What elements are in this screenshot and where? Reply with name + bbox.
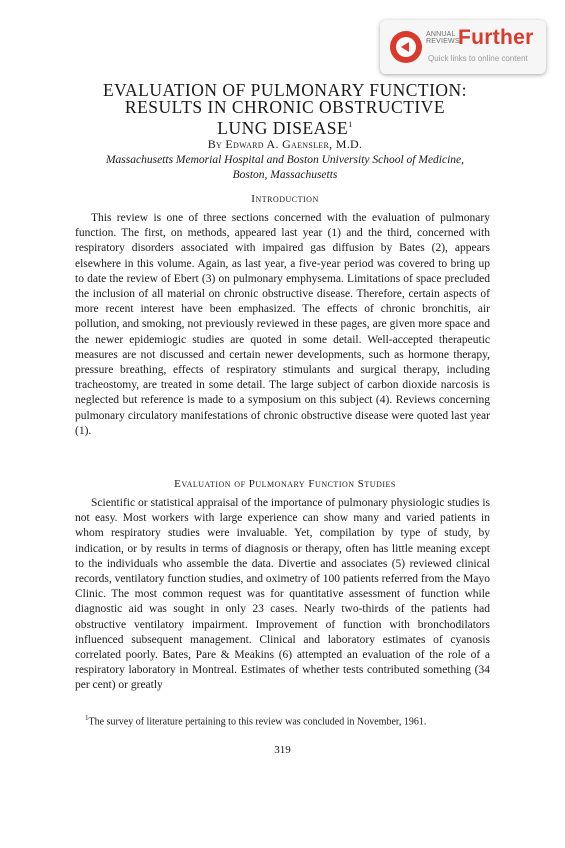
affiliation-line-1: Massachusetts Memorial Hospital and Boston University School of Medicine, [105,154,465,166]
article-title [75,82,495,137]
title-footnote-mark[interactable]: 1 [348,120,353,129]
footnote [75,712,490,728]
footnote-mark: 1 [85,714,89,722]
paragraph-introduction: This review is one of three sections concerned with the evaluation of pulmonary function. The first, on methods, appeared last year (1) and the third, concerned with respiratory disorders associated with impaired gas diffusion by Bates (2), appears elsewhere in this volume. Again, as last year, a five-year period was covered to bring up to date the review of Ebert (3) on pulmonary emphysema. Limitations of space precluded the inclusion of all material on chronic obstructive disease. Therefore, certain aspects of more recent interest have been emphasized. The effects of chronic bronchitis, air pollution, and smoking, not previously reviewed in these pages, are given more space and the newer epidemiogic studies are quoted in some detail. Well-accepted therapeutic measures are not discussed and certain newer developments, such as hormone therapy, pressure breathing, effects of respiratory stimulants and surgical therapy, including tracheostomy, are treated in some detail. The large subject of carbon dioxide narcosis is neglected but reference is made to a symposium on this subject (4). Reviews concerning pulmonary circulatory manifestations of chronic obstructive disease were quoted last year (1). [75,212,490,437]
author-byline: By Edward A. Gaensler, M.D. [207,137,363,151]
annual-reviews-logo-icon [390,31,422,63]
footnote-text: The survey of literature pertaining to this review was concluded in November, 1961. [88,716,427,728]
tagline-label: Quick links to online content [428,54,528,63]
section-heading-introduction: Introduction [251,193,319,205]
affiliation [75,153,495,183]
affiliation-line-2: Boston, Massachusetts [232,169,338,181]
title-line-3: LUNG DISEASE$^1$ [217,117,353,138]
series-label: ANNUAL REVIEWS [426,31,460,45]
further-badge[interactable] [380,20,546,74]
paragraph-evaluation: Scientific or statistical appraisal of the importance of pulmonary physiologic studies is not easy. Most workers with large experience can show many and varied patients in whom respiratory studies were invaluable. Yet, compilation by type of study, by indication, or by results in terms of diagnosis or therapy, often has little meaning except to the individuals who assemble the data. Divertie and associates (5) reviewed clinical records, ventilatory function studies, and oximetry of 100 patients referred from the Mayo Clinic. The most common request was for quantitative assessment of function while diagnostic aid was sought in only 23 cases. Nearly two-thirds of the patients had obstructive ventilatory impairment. Improvement of function with bronchodilators influenced subsequent management. Clinical and laboratory estimates of cyanosis correlated poorly. Bates, Pare & Meakins (6) attempted an evaluation of the role of a respiratory laboratory in Montreal. Estimates of whether tests contributed something (34 per cent) or greatly [75,497,490,692]
page-number: 319 [274,744,291,756]
title-line-2: RESULTS IN CHRONIC OBSTRUCTIVE [124,97,446,117]
section-heading-evaluation: Evaluation of Pulmonary Function Studies [174,478,396,490]
further-label[interactable]: Further [458,26,534,49]
title-line-1: EVALUATION OF PULMONARY FUNCTION: [102,80,468,100]
